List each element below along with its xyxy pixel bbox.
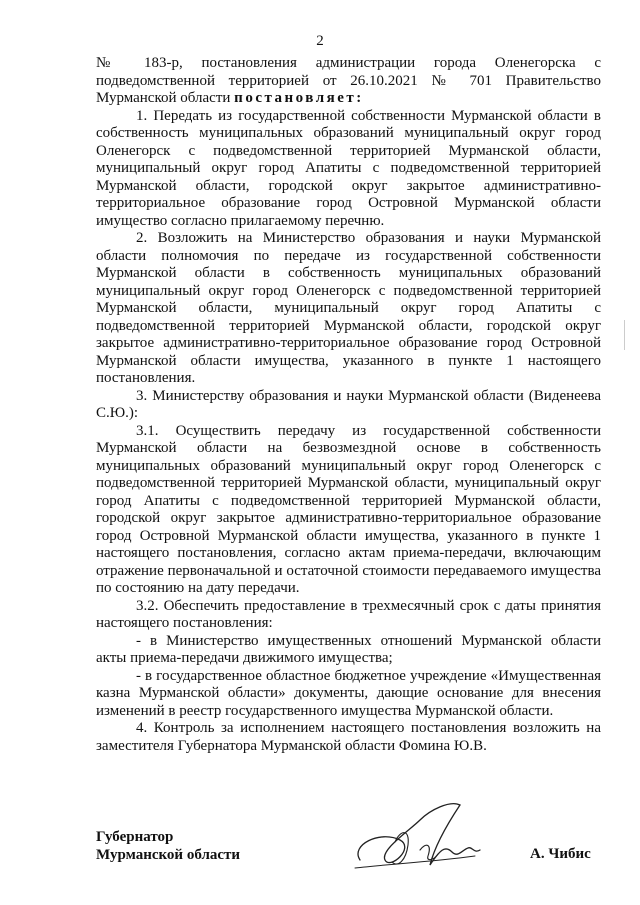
paragraph-3-2-item-1: - в Министерство имущественных отношений Мурманской области акты приема-передачи движимого имущества;	[96, 632, 601, 666]
margin-mark	[624, 320, 625, 350]
paragraph-1: 1. Передать из государственной собственности Мурманской области в собственность муниципальных образований муниципальный округ город Оленегорск с подведомственной территорией Мурманской области, муниципальный округ город Апатиты с подведомственной территорией Мурманской области, городской округ закрытое административно-территориальное образование город Островной Мурманской области имущество согласно прилагаемому перечню.	[96, 107, 601, 229]
resolves-keyword: постановляет:	[234, 90, 364, 106]
paragraph-intro	[96, 55, 601, 108]
page-number: 2	[316, 33, 324, 49]
paragraph-3-1: 3.1. Осуществить передачу из государственной собственности Мурманской области на безвозмездной основе в собственность муниципальных образований муниципальный округ город Оленегорск с подведомственной территорией Мурманской области, муниципальный округ город Апатиты с подведомственной территорией Мурманской области, городской округ закрытое административно-территориальное образование город Островной Мурманской области имущества, указанного в пункте 1 настоящего постановления, согласно актам приема-передачи, включающим отражение первоначальной и остаточной стоимости передаваемого имущества по состоянию на дату передачи.	[96, 422, 601, 596]
document-body	[96, 55, 601, 755]
signatory-title	[96, 828, 240, 864]
paragraph-3-2: 3.2. Обеспечить предоставление в трехмесячный срок с даты принятия настоящего постановления:	[96, 597, 601, 631]
signatory-title-line-1: Губернатор	[96, 829, 174, 845]
paragraph-2: 2. Возложить на Министерство образования и науки Мурманской области полномочия по передаче из государственной собственности Мурманской области в собственность муниципальных образований муниципальный округ город Оленегорск с подведомственной территорией Мурманской области, муниципальный округ город Апатиты с подведомственной территорией Мурманской области, городской округ закрытое административно-территориальное образование город Островной Мурманской области имущества, указанного в пункте 1 настоящего постановления.	[96, 230, 601, 386]
signatory-title-line-2: Мурманской области	[96, 847, 241, 863]
intro-text: № 183-р, постановления администрации города Оленегорска с подведомственной территорией от 26.10.2021 № 701 Правительство Мурманской области	[96, 55, 601, 106]
paragraph-3-2-item-2: - в государственное областное бюджетное учреждение «Имущественная казна Мурманской области» документы, дающие основание для внесения изменений в реестр государственного имущества Мурманской области.	[96, 667, 601, 719]
paragraph-3: 3. Министерству образования и науки Мурманской области (Виденеева С.Ю.):	[96, 387, 601, 421]
paragraph-4: 4. Контроль за исполнением настоящего постановления возложить на заместителя Губернатора Мурманской области Фомина Ю.В.	[96, 720, 601, 754]
signatory-name: А. Чибис	[530, 846, 591, 862]
handwritten-signature	[340, 790, 490, 890]
